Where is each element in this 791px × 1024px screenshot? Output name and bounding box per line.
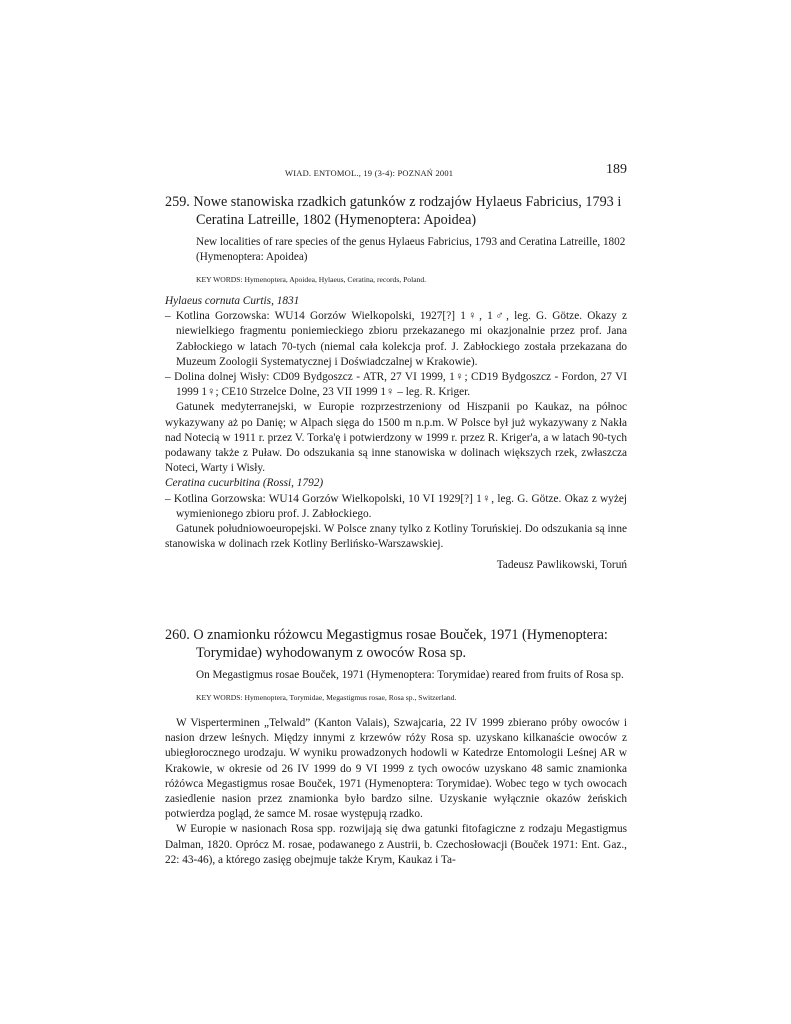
note-260-heading	[165, 626, 627, 703]
note-260-title: 260. O znamionku różowcu Megastigmus rosae Bouček, 1971 (Hymenoptera: Torymidae) wyhodowanym z owoców Rosa sp.	[165, 627, 608, 661]
running-head	[165, 162, 627, 182]
note-260-subtitle: On Megastigmus rosae Bouček, 1971 (Hymenoptera: Torymidae) reared from fruits of Rosa sp.	[196, 669, 624, 681]
author-signature: Tadeusz Pawlikowski, Toruń	[496, 559, 627, 572]
record-item: – Kotlina Gorzowska: WU14 Gorzów Wielkopolski, 1927[?] 1♀, 1♂, leg. G. Götze. Okazy z niewielkiego fragmentu poniemieckiego zbioru przekazanego mi okazjonalnie przez prof. Jana Zabłockiego w latach 70-tych (niemal cała kolekcja prof. J. Zabłockiego została przekazana do Muzeum Zoologii Systematycznej i Doświadczalnej w Krakowie).	[165, 310, 627, 368]
note-260-body	[165, 716, 627, 868]
note-259-keywords: KEY WORDS: Hymenoptera, Apoidea, Hylaeus, Ceratina, records, Poland.	[196, 275, 427, 284]
record-item: – Kotlina Gorzowska: WU14 Gorzów Wielkopolski, 10 VI 1929[?] 1♀, leg. G. Götze. Okaz z wyżej wymienionego zbioru prof. J. Zabłockiego.	[165, 492, 627, 520]
body-paragraph: W Europie w nasionach Rosa spp. rozwijają się dwa gatunki fitofagiczne z rodzaju Megastigmus Dalman, 1820. Oprócz M. rosae, podawanego z Austrii, b. Czechosłowacji (Bouček 1971: Ent. Gaz., 22: 43-46), a którego zasięg obejmuje także Krym, Kaukaz i Ta-	[165, 823, 627, 866]
note-259-subtitle: New localities of rare species of the genus Hylaeus Fabricius, 1793 and Ceratina Latreille, 1802 (Hymenoptera: Apoidea)	[196, 236, 626, 263]
page-number: 189	[606, 162, 627, 177]
journal-header: WIAD. ENTOMOL., 19 (3-4): POZNAŃ 2001	[285, 168, 454, 178]
species-hylaeus-cornuta: Hylaeus cornuta Curtis, 1831	[165, 295, 300, 307]
body-paragraph: W Visperterminen „Telwald” (Kanton Valais), Szwajcaria, 22 IV 1999 zbierano próby owoców i nasion drzew leśnych. Między innymi z krzewów róży Rosa sp. uzyskano kilkanaście owoców z ubiegłorocznego urodzaju. W wyniku prowadzonych hodowli w Katedrze Entomologii Leśnej AR w Krakowie, w okresie od 26 IV 1999 do 9 VI 1999 z tych owoców uzyskano 48 samic znamionka różówca Megastigmus rosae Bouček, 1971 (Hymenoptera: Torymidae). Wobec tego w tych owocach zasiedlenie nasion przez znamionka było bardzo silne. Uzyskanie wyłącznie okazów żeńskich potwierdza pogląd, że samce M. rosae występują rzadko.	[165, 717, 627, 821]
note-259-heading	[165, 193, 627, 285]
species-ceratina-cucurbitina: Ceratina cucurbitina (Rossi, 1792)	[165, 477, 324, 490]
record-item: – Dolina dolnej Wisły: CD09 Bydgoszcz - ATR, 27 VI 1999, 1♀; CD19 Bydgoszcz - Fordon, 27 VI 1999 1♀; CE10 Strzelce Dolne, 23 VII 1999 1♀ – leg. R. Kriger.	[165, 371, 627, 399]
note-259-body	[165, 294, 627, 573]
note-259-title: 259. Nowe stanowiska rzadkich gatunków z rodzajów Hylaeus Fabricius, 1793 i Ceratina Latreille, 1802 (Hymenoptera: Apoidea)	[165, 194, 622, 228]
note-260-keywords: KEY WORDS: Hymenoptera, Torymidae, Megastigmus rosae, Rosa sp., Switzerland.	[196, 693, 457, 702]
species-note: Gatunek południowoeuropejski. W Polsce znany tylko z Kotliny Toruńskiej. Do odszukania są inne stanowiska w dolinach rzek Kotliny Berlińsko-Warszawskiej.	[165, 523, 627, 551]
species-note: Gatunek medyterranejski, w Europie rozprzestrzeniony od Hiszpanii po Kaukaz, na północ wykazywany aż po Danię; w Alpach sięga do 1500 m n.p.m. W Polsce był już wykazywany z Nakła nad Notecią w 1911 r. przez V. Torka'ę i potwierdzony w 1999 r. przez R. Kriger'a, a w latach 90-tych podawany także z Puław. Do odszukania są inne stanowiska w dolinach większych rzek, zwłaszcza Noteci, Warty i Wisły.	[165, 401, 627, 475]
